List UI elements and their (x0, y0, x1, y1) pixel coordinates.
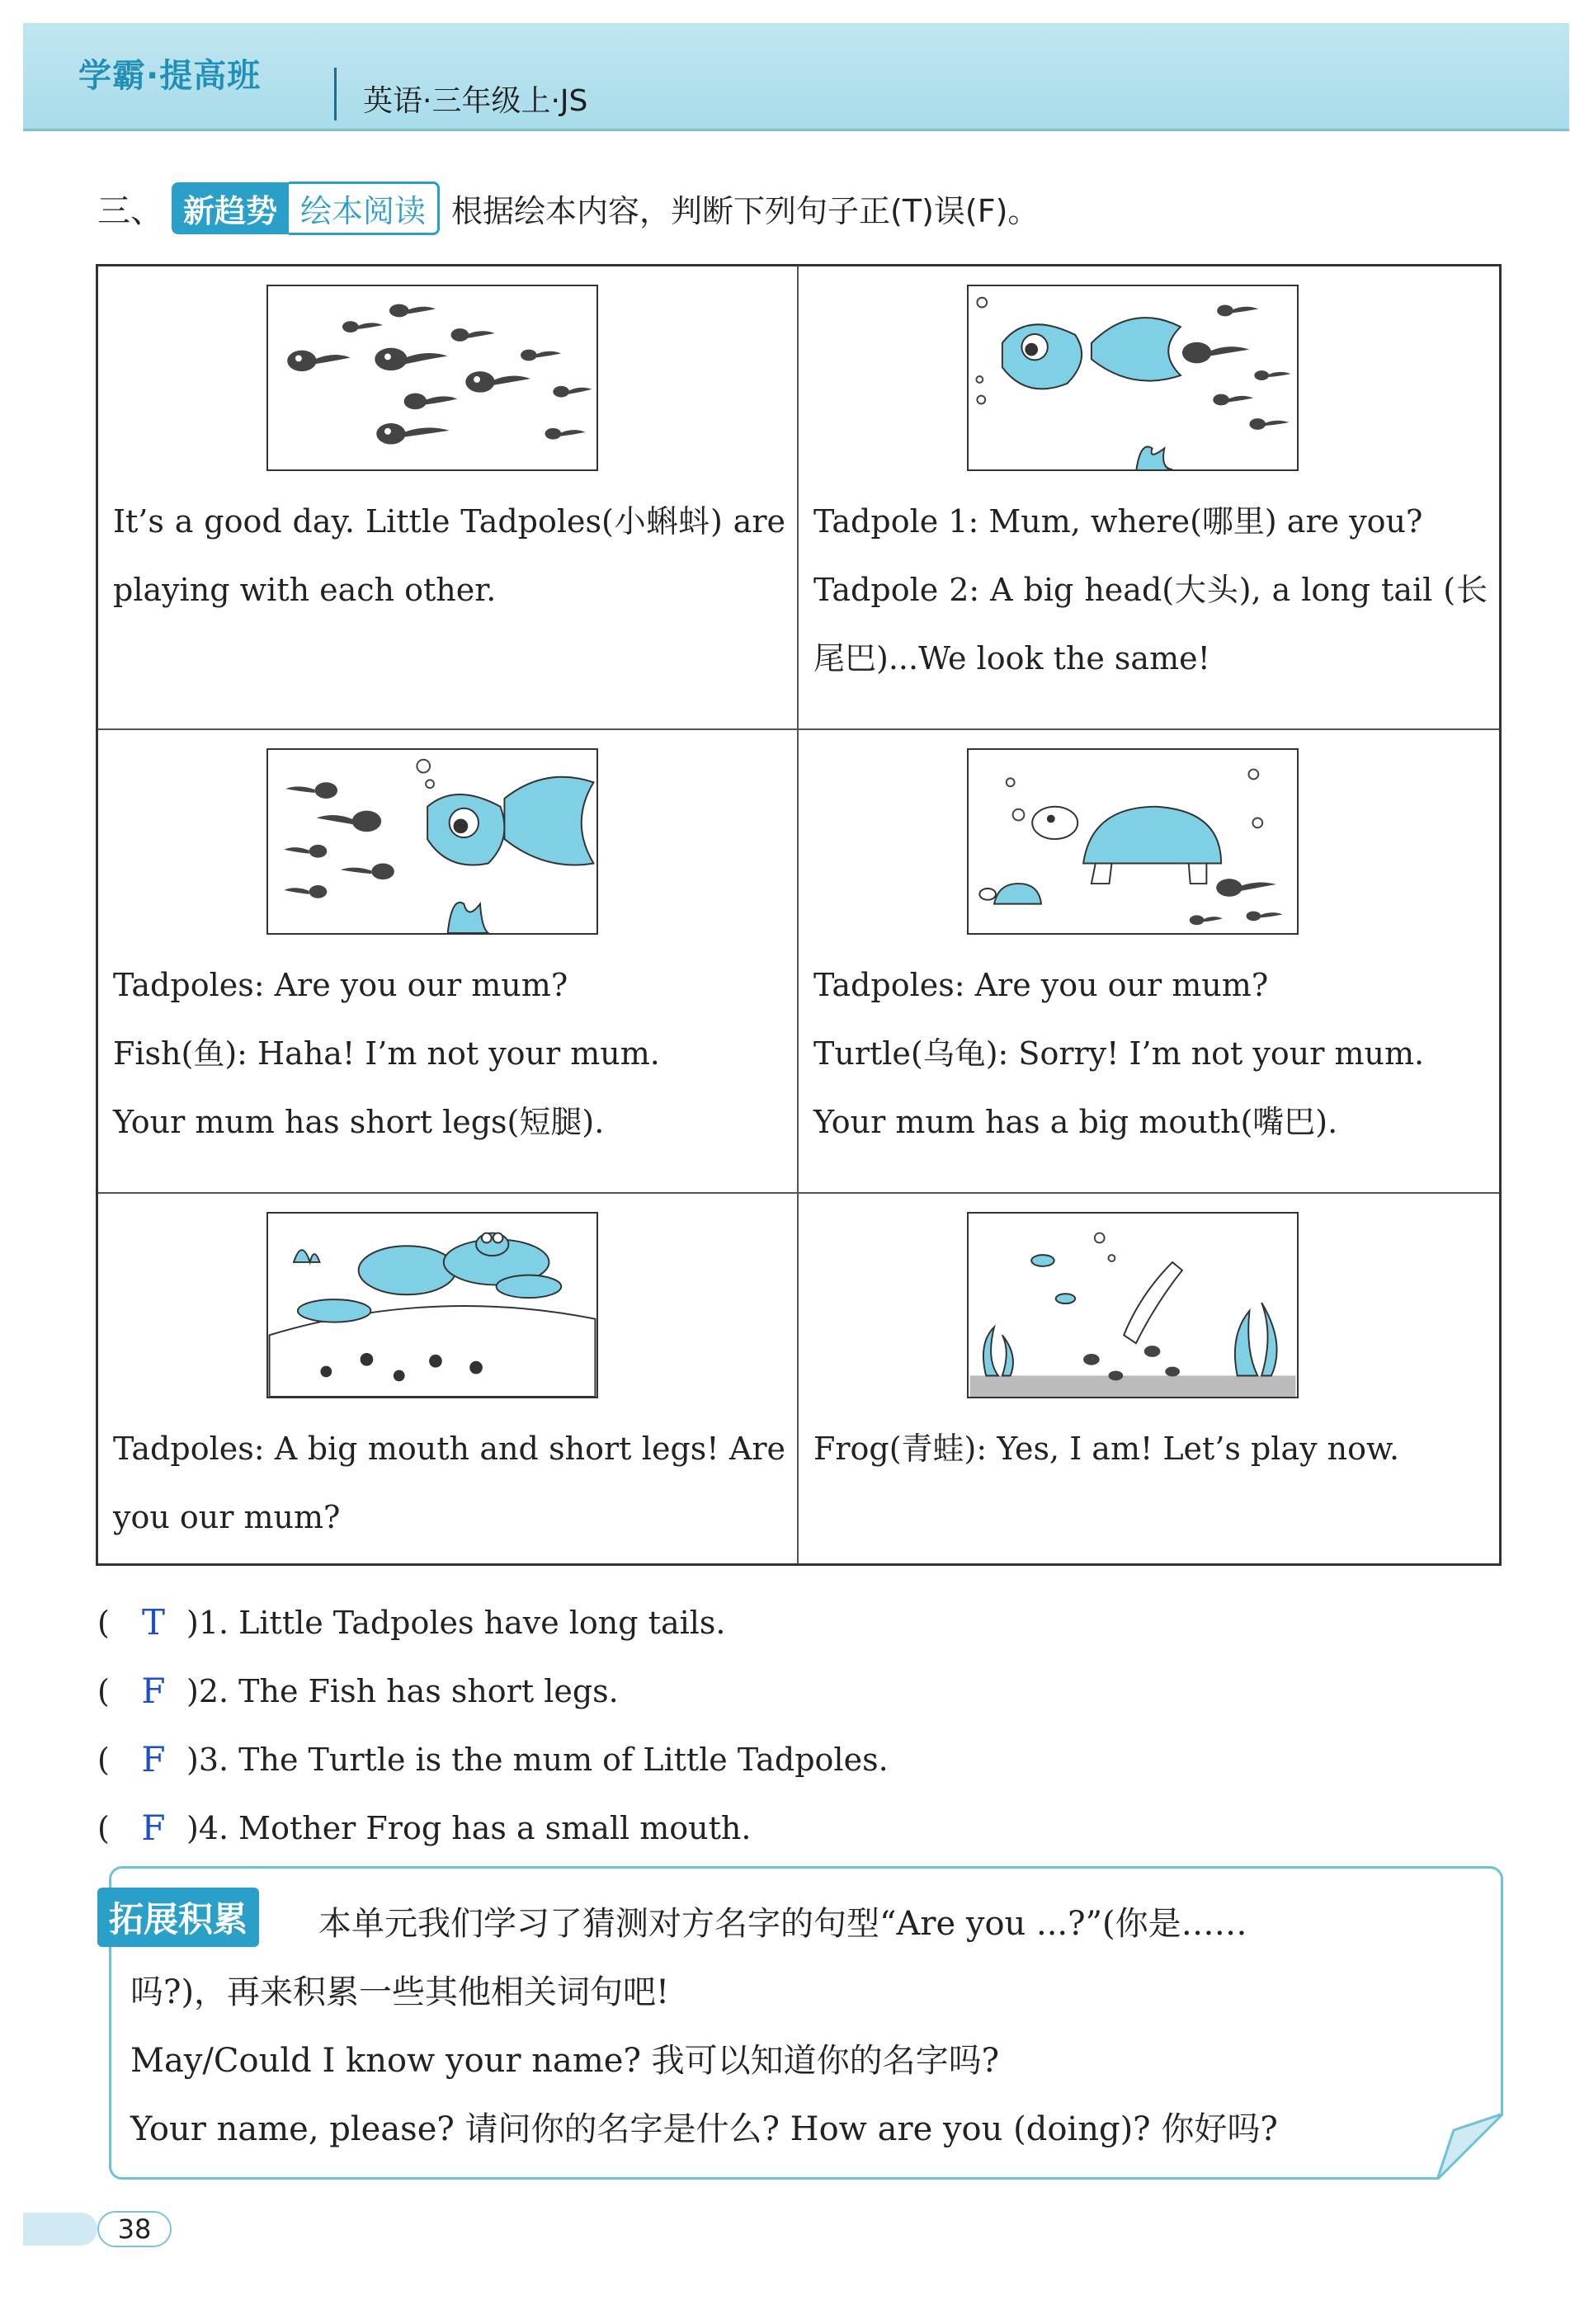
question-row-2: ( F )2. The Fish has short legs. (97, 1671, 619, 1711)
true-false-questions (97, 1588, 889, 1862)
new-trend-tag: 新趋势 (172, 182, 289, 234)
page-number: 38 (97, 2211, 172, 2247)
panel-2-text (813, 488, 1488, 693)
panel-1-line-1: It’s a good day. Little Tadpoles(小蝌蚪) are playing with each other. (113, 503, 785, 608)
fish-panel-illustration (266, 748, 598, 935)
panel-6-text (813, 1415, 1488, 1483)
fish-image (268, 750, 596, 933)
panel-3-line-1: Tadpoles: Are you our mum? (113, 967, 568, 1003)
question-3-text: )3. The Turtle is the mum of Little Tadpoles. (186, 1741, 889, 1778)
section-instruction: 根据绘本内容，判断下列句子正(T)误(F)。 (451, 192, 1040, 229)
panel-4-line-3: Your mum has a big mouth(嘴巴). (813, 1104, 1338, 1140)
frog-lilypad-image (268, 1214, 596, 1397)
page-number-bar (23, 2213, 97, 2246)
panel-2-line-1: Tadpole 1: Mum, where(哪里) are you? (813, 503, 1423, 540)
story-panel-1 (98, 266, 799, 730)
panel-5-line-1: Tadpoles: A big mouth and short legs! Are you our mum? (113, 1431, 785, 1535)
frog-swimming-image (969, 1214, 1297, 1397)
answer-3[interactable]: F (141, 1739, 166, 1780)
panel-3-text (113, 951, 785, 1157)
expand-line-1: 本单元我们学习了猜测对方名字的句型“Are you ...?”(你是…… (318, 1905, 1247, 1943)
question-row-1: ( T )1. Little Tadpoles have long tails. (97, 1602, 726, 1643)
frog-on-lilypad-illustration (266, 1212, 598, 1398)
panel-5-text (113, 1415, 785, 1552)
tadpoles-meet-fish-illustration (967, 285, 1299, 471)
question-row-3: ( F )3. The Turtle is the mum of Little Tadpoles. (97, 1739, 889, 1780)
panel-4-text (813, 951, 1488, 1157)
fish-and-tadpoles-image (969, 286, 1297, 469)
panel-4-line-2: Turtle(乌龟): Sorry! I’m not your mum. (813, 1035, 1425, 1072)
story-grid (96, 264, 1502, 1566)
brand-title: 学霸·提高班 (78, 57, 262, 95)
question-2-text: )2. The Fish has short legs. (186, 1672, 619, 1709)
panel-3-line-2: Fish(鱼): Haha! I’m not your mum. (113, 1035, 660, 1072)
answer-4[interactable]: F (141, 1808, 166, 1848)
story-panel-3 (98, 730, 799, 1194)
turtle-image (969, 750, 1297, 933)
picture-reading-tag: 绘本阅读 (289, 181, 440, 235)
panel-6-line-1: Frog(青蛙): Yes, I am! Let’s play now. (813, 1431, 1400, 1467)
expand-tag: 拓展积累 (97, 1888, 259, 1947)
section-number: 三、 (97, 191, 163, 230)
expand-line-2: 吗?)，再来积累一些其他相关词句吧! (130, 1973, 670, 2011)
section-title (97, 183, 1039, 233)
story-panel-4 (799, 730, 1499, 1194)
story-panel-2 (799, 266, 1499, 730)
page-fold-icon (1437, 2114, 1503, 2180)
question-1-text: )1. Little Tadpoles have long tails. (186, 1604, 726, 1641)
subject-label: 英语·三年级上·JS (363, 84, 588, 118)
expand-line-4: Your name, please? 请问你的名字是什么? How are you (doing)? 你好吗? (130, 2110, 1278, 2148)
question-row-4: ( F )4. Mother Frog has a small mouth. (97, 1808, 752, 1848)
answer-2[interactable]: F (141, 1671, 166, 1711)
story-panel-6 (799, 1194, 1499, 1563)
answer-1[interactable]: T (141, 1602, 165, 1643)
frog-swimming-illustration (967, 1212, 1299, 1398)
tadpoles-image (268, 286, 596, 469)
tadpoles-playing-illustration (266, 285, 598, 471)
question-4-text: )4. Mother Frog has a small mouth. (186, 1809, 752, 1846)
header-divider (334, 68, 337, 120)
panel-3-line-3: Your mum has short legs(短腿). (113, 1104, 605, 1140)
story-panel-5 (98, 1194, 799, 1563)
panel-4-line-1: Tadpoles: Are you our mum? (813, 967, 1269, 1003)
turtle-panel-illustration (967, 748, 1299, 935)
expand-line-3: May/Could I know your name? 我可以知道你的名字吗? (130, 2042, 1000, 2080)
panel-1-text (113, 488, 785, 625)
panel-2-line-2: Tadpole 2: A big head(大头), a long tail (长尾巴)...We look the same! (813, 572, 1488, 676)
